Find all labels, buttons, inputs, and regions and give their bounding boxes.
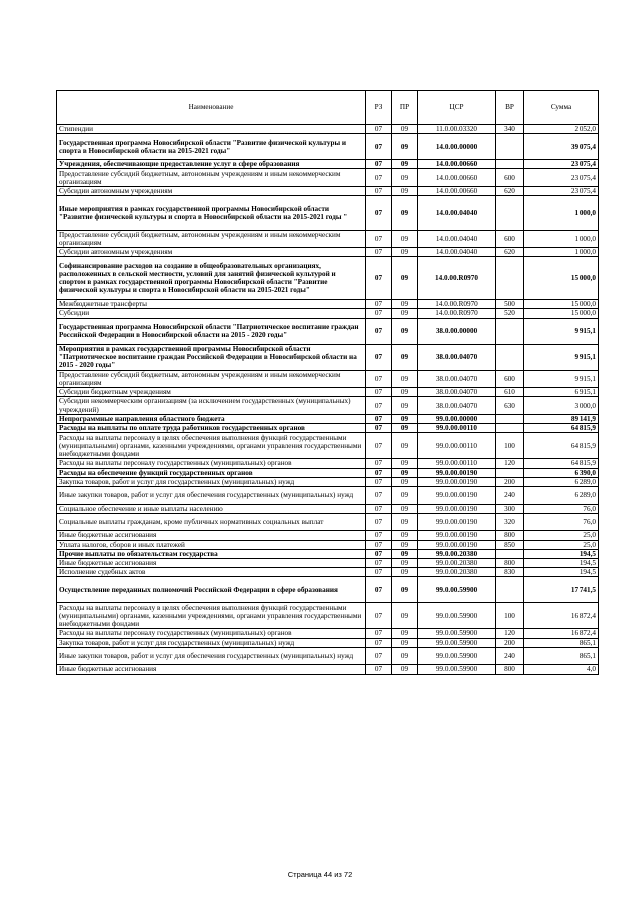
cell-rz: 07 — [366, 160, 392, 169]
cell-vr: 120 — [496, 629, 524, 638]
cell-pr: 09 — [392, 248, 418, 257]
cell-rz: 07 — [366, 370, 392, 388]
cell-vr: 100 — [496, 433, 524, 459]
cell-vr: 800 — [496, 665, 524, 674]
cell-vr: 240 — [496, 487, 524, 505]
cell-sum: 1 000,0 — [524, 248, 599, 257]
cell-name: Расходы на выплаты персоналу в целях обеспечения выполнения функций государственными (муниципальными) органами, казенными учреждениями, органами управления государственными внебюджетными фондами — [57, 603, 366, 629]
cell-name: Государственная программа Новосибирской области "Патриотическое воспитание граждан Российской Федерации в Новосибирской области на 2015 - 2020 годы" — [57, 318, 366, 344]
cell-csr: 99.0.00.00190 — [418, 540, 496, 549]
cell-name: Закупка товаров, работ и услуг для государственных (муниципальных) нужд — [57, 477, 366, 486]
cell-sum: 9 915,1 — [524, 370, 599, 388]
cell-rz: 07 — [366, 169, 392, 187]
cell-sum: 15 000,0 — [524, 257, 599, 300]
cell-name: Иные закупки товаров, работ и услуг для обеспечения государственных (муниципальных) нужд — [57, 647, 366, 665]
table-row — [57, 433, 599, 459]
cell-pr: 09 — [392, 559, 418, 568]
cell-vr: 500 — [496, 300, 524, 309]
cell-rz: 07 — [366, 344, 392, 370]
cell-csr: 99.0.00.00190 — [418, 513, 496, 531]
cell-pr: 09 — [392, 549, 418, 558]
cell-csr: 38.0.00.04070 — [418, 344, 496, 370]
cell-csr: 99.0.00.20380 — [418, 549, 496, 558]
cell-rz: 07 — [366, 629, 392, 638]
cell-pr: 09 — [392, 647, 418, 665]
cell-sum: 64 815,9 — [524, 433, 599, 459]
cell-vr: 340 — [496, 125, 524, 134]
cell-vr: 200 — [496, 477, 524, 486]
cell-rz: 07 — [366, 414, 392, 423]
cell-name: Исполнение судебных актов — [57, 568, 366, 577]
cell-csr: 99.0.00.59900 — [418, 665, 496, 674]
cell-csr: 11.0.00.03320 — [418, 125, 496, 134]
cell-csr: 99.0.00.00190 — [418, 487, 496, 505]
cell-csr: 14.0.00.R0970 — [418, 309, 496, 318]
cell-csr: 99.0.00.00190 — [418, 477, 496, 486]
cell-csr: 99.0.00.00000 — [418, 414, 496, 423]
cell-pr: 09 — [392, 424, 418, 433]
cell-vr — [496, 134, 524, 160]
table-header-row — [57, 91, 599, 125]
cell-csr: 14.0.00.04040 — [418, 248, 496, 257]
header-name: Наименование — [57, 91, 366, 125]
cell-pr: 09 — [392, 125, 418, 134]
cell-sum: 23 075,4 — [524, 187, 599, 196]
table-row — [57, 344, 599, 370]
cell-name: Расходы на выплаты персоналу государственных (муниципальных) органов — [57, 629, 366, 638]
cell-rz: 07 — [366, 196, 392, 230]
cell-csr: 14.0.00.00000 — [418, 134, 496, 160]
table-row — [57, 477, 599, 486]
cell-rz: 07 — [366, 125, 392, 134]
cell-rz: 07 — [366, 134, 392, 160]
cell-name: Иные бюджетные ассигнования — [57, 559, 366, 568]
table-row — [57, 125, 599, 134]
cell-pr: 09 — [392, 638, 418, 647]
cell-rz: 07 — [366, 388, 392, 397]
cell-rz: 07 — [366, 647, 392, 665]
table-row — [57, 424, 599, 433]
table-row — [57, 318, 599, 344]
table-row — [57, 638, 599, 647]
cell-pr: 09 — [392, 577, 418, 603]
table-row — [57, 531, 599, 540]
table-row — [57, 603, 599, 629]
cell-sum: 1 000,0 — [524, 196, 599, 230]
table-row — [57, 549, 599, 558]
cell-sum: 23 075,4 — [524, 169, 599, 187]
cell-csr: 14.0.00.04040 — [418, 196, 496, 230]
cell-name: Предоставление субсидий бюджетным, автономным учреждениям и иным некоммерческим организациям — [57, 169, 366, 187]
cell-sum: 16 872,4 — [524, 629, 599, 638]
cell-rz: 07 — [366, 487, 392, 505]
cell-name: Мероприятия в рамках государственной программы Новосибирской области "Патриотическое воспитание граждан Российской Федерации в Новосибирской области на 2015 - 2020 годы" — [57, 344, 366, 370]
cell-pr: 09 — [392, 504, 418, 513]
cell-vr: 240 — [496, 647, 524, 665]
cell-csr: 14.0.00.00660 — [418, 169, 496, 187]
cell-name: Осуществление переданных полномочий Российской Федерации в сфере образования — [57, 577, 366, 603]
cell-vr: 300 — [496, 504, 524, 513]
cell-vr — [496, 468, 524, 477]
cell-rz: 07 — [366, 248, 392, 257]
table-row — [57, 414, 599, 423]
cell-vr — [496, 577, 524, 603]
cell-name: Субсидии бюджетным учреждениям — [57, 388, 366, 397]
cell-vr — [496, 196, 524, 230]
cell-vr: 630 — [496, 397, 524, 415]
cell-pr: 09 — [392, 309, 418, 318]
cell-sum: 194,5 — [524, 549, 599, 558]
cell-sum: 194,5 — [524, 559, 599, 568]
cell-sum: 194,5 — [524, 568, 599, 577]
cell-vr — [496, 160, 524, 169]
table-row — [57, 196, 599, 230]
cell-csr: 14.0.00.00660 — [418, 187, 496, 196]
cell-name: Иные бюджетные ассигнования — [57, 665, 366, 674]
table-row — [57, 540, 599, 549]
cell-rz: 07 — [366, 257, 392, 300]
cell-name: Иные бюджетные ассигнования — [57, 531, 366, 540]
table-row — [57, 169, 599, 187]
cell-rz: 07 — [366, 638, 392, 647]
table-row — [57, 629, 599, 638]
cell-sum: 4,0 — [524, 665, 599, 674]
cell-vr: 100 — [496, 603, 524, 629]
cell-sum: 25,0 — [524, 531, 599, 540]
cell-rz: 07 — [366, 568, 392, 577]
cell-csr: 38.0.00.04070 — [418, 370, 496, 388]
cell-pr: 09 — [392, 477, 418, 486]
table-row — [57, 397, 599, 415]
header-rz: РЗ — [366, 91, 392, 125]
header-pr: ПР — [392, 91, 418, 125]
cell-csr: 99.0.00.59900 — [418, 577, 496, 603]
cell-sum: 6 915,1 — [524, 388, 599, 397]
cell-rz: 07 — [366, 513, 392, 531]
cell-name: Расходы на выплаты персоналу в целях обеспечения выполнения функций государственными (муниципальными) органами, казенными учреждениями, органами управления государственными внебюджетными фондами — [57, 433, 366, 459]
cell-name: Прочие выплаты по обязательствам государства — [57, 549, 366, 558]
table-row — [57, 248, 599, 257]
table-row — [57, 513, 599, 531]
cell-vr: 200 — [496, 638, 524, 647]
cell-sum: 64 815,9 — [524, 424, 599, 433]
page-number: Страница 44 из 72 — [287, 870, 353, 879]
cell-csr: 14.0.00.00660 — [418, 160, 496, 169]
cell-sum: 39 075,4 — [524, 134, 599, 160]
cell-name: Расходы на выплаты персоналу государственных (муниципальных) органов — [57, 459, 366, 468]
cell-csr: 99.0.00.59900 — [418, 629, 496, 638]
cell-name: Субсидии автономным учреждениям — [57, 248, 366, 257]
cell-csr: 99.0.00.00110 — [418, 459, 496, 468]
cell-name: Предоставление субсидий бюджетным, автономным учреждениям и иным некоммерческим организациям — [57, 230, 366, 248]
cell-rz: 07 — [366, 468, 392, 477]
header-sum: Сумма — [524, 91, 599, 125]
cell-pr: 09 — [392, 257, 418, 300]
cell-name: Социальные выплаты гражданам, кроме публичных нормативных социальных выплат — [57, 513, 366, 531]
cell-rz: 07 — [366, 559, 392, 568]
cell-csr: 14.0.00.R0970 — [418, 300, 496, 309]
table-row — [57, 309, 599, 318]
cell-pr: 09 — [392, 531, 418, 540]
cell-pr: 09 — [392, 318, 418, 344]
cell-name: Субсидии — [57, 309, 366, 318]
cell-pr: 09 — [392, 540, 418, 549]
cell-pr: 09 — [392, 665, 418, 674]
table-row — [57, 257, 599, 300]
cell-name: Закупка товаров, работ и услуг для государственных (муниципальных) нужд — [57, 638, 366, 647]
cell-csr: 99.0.00.00190 — [418, 468, 496, 477]
cell-name: Межбюджетные трансферты — [57, 300, 366, 309]
cell-csr: 99.0.00.59900 — [418, 647, 496, 665]
cell-rz: 07 — [366, 549, 392, 558]
cell-vr: 600 — [496, 370, 524, 388]
cell-vr: 620 — [496, 187, 524, 196]
table-row — [57, 230, 599, 248]
cell-name: Расходы на обеспечение функций государственных органов — [57, 468, 366, 477]
cell-vr — [496, 414, 524, 423]
cell-rz: 07 — [366, 309, 392, 318]
cell-pr: 09 — [392, 468, 418, 477]
cell-pr: 09 — [392, 160, 418, 169]
table-row — [57, 468, 599, 477]
cell-name: Стипендии — [57, 125, 366, 134]
cell-sum: 64 815,9 — [524, 459, 599, 468]
cell-vr: 610 — [496, 388, 524, 397]
cell-name: Предоставление субсидий бюджетным, автономным учреждениям и иным некоммерческим организациям — [57, 370, 366, 388]
table-row — [57, 559, 599, 568]
cell-name: Иные мероприятия в рамках государственной программы Новосибирской области "Развитие физической культуры и спорта в Новосибирской области на 2015-2021 годы " — [57, 196, 366, 230]
cell-pr: 09 — [392, 370, 418, 388]
table-row — [57, 300, 599, 309]
cell-csr: 99.0.00.59900 — [418, 603, 496, 629]
cell-sum: 15 000,0 — [524, 309, 599, 318]
budget-table — [56, 90, 599, 675]
cell-name: Государственная программа Новосибирской области "Развитие физической культуры и спорта в Новосибирской области на 2015-2021 годы" — [57, 134, 366, 160]
cell-rz: 07 — [366, 318, 392, 344]
cell-sum: 6 390,0 — [524, 468, 599, 477]
cell-sum: 17 741,5 — [524, 577, 599, 603]
cell-vr: 120 — [496, 459, 524, 468]
cell-sum: 3 000,0 — [524, 397, 599, 415]
cell-pr: 09 — [392, 344, 418, 370]
cell-vr: 800 — [496, 531, 524, 540]
cell-csr: 38.0.00.04070 — [418, 397, 496, 415]
cell-csr: 99.0.00.20380 — [418, 559, 496, 568]
cell-vr: 520 — [496, 309, 524, 318]
cell-pr: 09 — [392, 414, 418, 423]
cell-name: Расходы на выплаты по оплате труда работников государственных органов — [57, 424, 366, 433]
cell-sum: 76,0 — [524, 513, 599, 531]
cell-name: Субсидии некоммерческим организациям (за исключением государственных (муниципальных) учреждений) — [57, 397, 366, 415]
cell-pr: 09 — [392, 568, 418, 577]
cell-csr: 38.0.00.00000 — [418, 318, 496, 344]
cell-name: Субсидии автономным учреждениям — [57, 187, 366, 196]
cell-rz: 07 — [366, 577, 392, 603]
cell-sum: 6 289,0 — [524, 477, 599, 486]
cell-sum: 25,0 — [524, 540, 599, 549]
table-row — [57, 388, 599, 397]
cell-sum: 865,1 — [524, 647, 599, 665]
table-row — [57, 647, 599, 665]
cell-pr: 09 — [392, 629, 418, 638]
cell-rz: 07 — [366, 531, 392, 540]
cell-csr: 38.0.00.04070 — [418, 388, 496, 397]
cell-csr: 99.0.00.00190 — [418, 531, 496, 540]
cell-csr: 99.0.00.00110 — [418, 433, 496, 459]
cell-pr: 09 — [392, 196, 418, 230]
cell-pr: 09 — [392, 433, 418, 459]
table-row — [57, 459, 599, 468]
table-row — [57, 160, 599, 169]
cell-pr: 09 — [392, 187, 418, 196]
cell-rz: 07 — [366, 477, 392, 486]
cell-csr: 99.0.00.00110 — [418, 424, 496, 433]
cell-rz: 07 — [366, 540, 392, 549]
cell-vr: 800 — [496, 559, 524, 568]
cell-vr: 620 — [496, 248, 524, 257]
cell-vr — [496, 424, 524, 433]
table-row — [57, 187, 599, 196]
cell-vr — [496, 318, 524, 344]
cell-rz: 07 — [366, 665, 392, 674]
cell-rz: 07 — [366, 504, 392, 513]
cell-vr: 850 — [496, 540, 524, 549]
table-row — [57, 504, 599, 513]
cell-csr: 14.0.00.R0970 — [418, 257, 496, 300]
cell-vr — [496, 257, 524, 300]
table-row — [57, 134, 599, 160]
cell-csr: 99.0.00.00190 — [418, 504, 496, 513]
cell-name: Социальное обеспечение и иные выплаты населению — [57, 504, 366, 513]
cell-name: Софинансирование расходов на создание в общеобразовательных организациях, расположенных в сельской местности, условий для занятий физической культурой и спортом в рамках государственной программы Новосибирской области "Развитие физической культуры и спорта в Новосибирской области на 2015-2021 годы" — [57, 257, 366, 300]
cell-rz: 07 — [366, 603, 392, 629]
cell-sum: 865,1 — [524, 638, 599, 647]
cell-rz: 07 — [366, 230, 392, 248]
cell-sum: 9 915,1 — [524, 344, 599, 370]
table-row — [57, 665, 599, 674]
cell-sum: 2 052,0 — [524, 125, 599, 134]
cell-rz: 07 — [366, 397, 392, 415]
cell-rz: 07 — [366, 424, 392, 433]
cell-pr: 09 — [392, 487, 418, 505]
table-row — [57, 487, 599, 505]
cell-pr: 09 — [392, 459, 418, 468]
cell-pr: 09 — [392, 397, 418, 415]
cell-sum: 15 000,0 — [524, 300, 599, 309]
cell-name: Уплата налогов, сборов и иных платежей — [57, 540, 366, 549]
table-row — [57, 577, 599, 603]
cell-sum: 76,0 — [524, 504, 599, 513]
header-csr: ЦСР — [418, 91, 496, 125]
cell-name: Учреждения, обеспечивающие предоставление услуг в сфере образования — [57, 160, 366, 169]
cell-pr: 09 — [392, 169, 418, 187]
cell-vr: 600 — [496, 230, 524, 248]
table-row — [57, 370, 599, 388]
cell-pr: 09 — [392, 230, 418, 248]
table-body — [57, 125, 599, 675]
cell-csr: 14.0.00.04040 — [418, 230, 496, 248]
cell-name: Непрограммные направления областного бюджета — [57, 414, 366, 423]
cell-vr: 320 — [496, 513, 524, 531]
cell-rz: 07 — [366, 433, 392, 459]
cell-sum: 1 000,0 — [524, 230, 599, 248]
cell-sum: 89 141,9 — [524, 414, 599, 423]
cell-rz: 07 — [366, 300, 392, 309]
cell-rz: 07 — [366, 187, 392, 196]
cell-sum: 23 075,4 — [524, 160, 599, 169]
cell-pr: 09 — [392, 603, 418, 629]
cell-vr — [496, 344, 524, 370]
cell-csr: 99.0.00.59900 — [418, 638, 496, 647]
cell-csr: 99.0.00.20380 — [418, 568, 496, 577]
cell-vr: 600 — [496, 169, 524, 187]
cell-sum: 9 915,1 — [524, 318, 599, 344]
cell-vr: 830 — [496, 568, 524, 577]
cell-sum: 6 289,0 — [524, 487, 599, 505]
cell-name: Иные закупки товаров, работ и услуг для обеспечения государственных (муниципальных) нужд — [57, 487, 366, 505]
table-row — [57, 568, 599, 577]
cell-pr: 09 — [392, 300, 418, 309]
cell-sum: 16 872,4 — [524, 603, 599, 629]
cell-rz: 07 — [366, 459, 392, 468]
cell-pr: 09 — [392, 134, 418, 160]
header-vr: ВР — [496, 91, 524, 125]
cell-pr: 09 — [392, 513, 418, 531]
cell-vr — [496, 549, 524, 558]
cell-pr: 09 — [392, 388, 418, 397]
